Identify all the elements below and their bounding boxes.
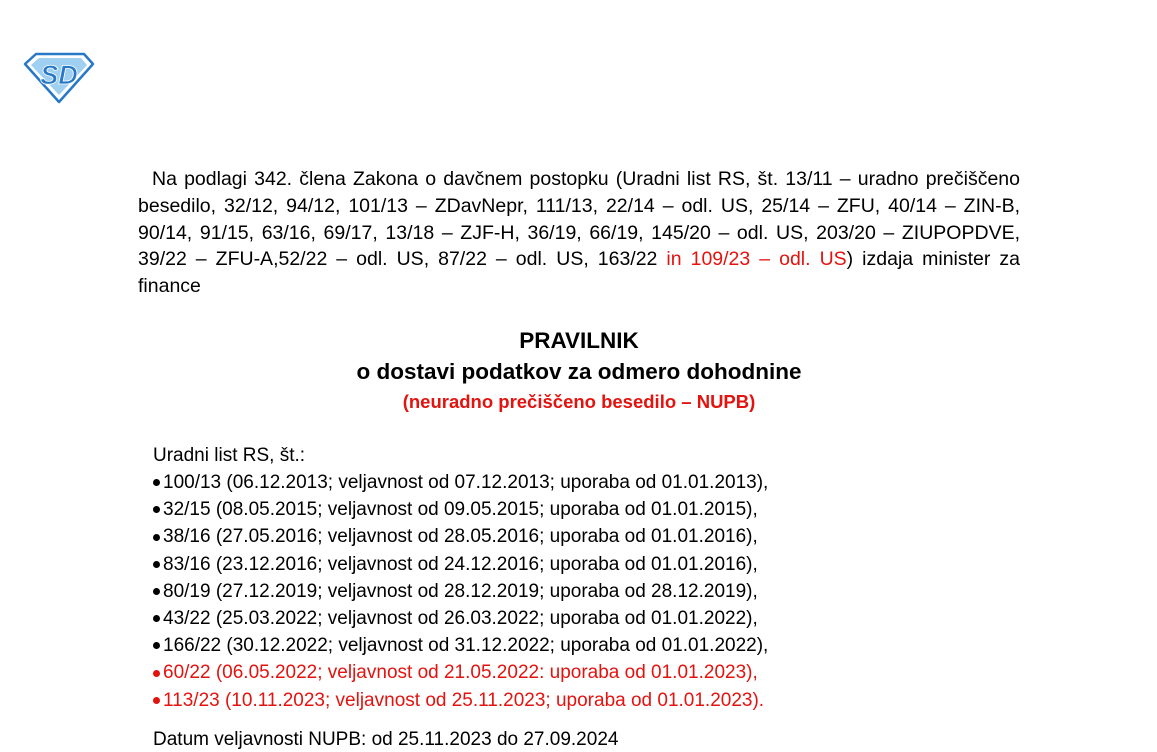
gazette-item-text: 113/23 (10.11.2023; veljavnost od 25.11.2023; uporaba od 01.01.2023). — [163, 689, 765, 711]
bullet-icon — [153, 615, 160, 622]
bullet-icon — [153, 670, 160, 677]
gazette-item — [148, 605, 768, 632]
gazette-item-text: 60/22 (06.05.2022; veljavnost od 21.05.2022: uporaba od 01.01.2023), — [163, 662, 758, 684]
document-subtitle: o dostavi podatkov za odmero dohodnine — [356, 359, 802, 384]
intro-text: Na podlagi 342. člena Zakona o davčnem postopku (Uradni list RS, št. 13/11 – uradno prečiščeno besedilo, 32/12, 94/12, 101/13 – ZDavNepr, 111/13, 22/14 – odl. US, 25/14 – ZFU, 40/14 – ZIN-B, 90/14, 91/15, 63/16, 69/17, 13/18 – ZJF-H, 36/19, 66/19, 145/20 – odl. US, 203/20 – ZIUPOPDVE, 39/22 – ZFU-A,52/22 – odl. US, 87/22 – odl. US, 163/22 — [138, 168, 1020, 271]
bullet-icon — [153, 534, 160, 541]
gazette-item — [148, 523, 768, 550]
gazette-item-text: 83/16 (23.12.2016; veljavnost od 24.12.2016; uporaba od 01.01.2016), — [163, 553, 758, 575]
gazette-item-text: 32/15 (08.05.2015; veljavnost od 09.05.2015; uporaba od 01.01.2015), — [163, 499, 758, 521]
gazette-label: Uradni list RS, št.: — [153, 445, 306, 466]
gazette-item — [148, 469, 768, 496]
gazette-item — [148, 687, 768, 714]
bullet-icon — [153, 697, 160, 704]
bullet-icon — [153, 561, 160, 568]
title-block — [138, 326, 1020, 416]
validity-date: Datum veljavnosti NUPB: od 25.11.2023 do 27.09.2024 — [153, 729, 619, 750]
gazette-item — [148, 632, 768, 659]
gazette-list — [148, 469, 768, 714]
gazette-item-text: 43/22 (25.03.2022; veljavnost od 26.03.2022; uporaba od 01.01.2022), — [163, 608, 758, 630]
logo-text: SD — [40, 60, 78, 90]
gazette-item — [148, 551, 768, 578]
intro-ending: ) izdaja minister za finance — [138, 248, 1021, 298]
gazette-item-text: 80/19 (27.12.2019; veljavnost od 28.12.2019; uporaba od 28.12.2019), — [163, 580, 758, 602]
gazette-item-text: 100/13 (06.12.2013; veljavnost od 07.12.2013; uporaba od 01.01.2013), — [163, 472, 769, 493]
bullet-icon — [153, 588, 160, 595]
gazette-item-text: 166/22 (30.12.2022; veljavnost od 31.12.2022; uporaba od 01.01.2022), — [163, 635, 769, 657]
bullet-icon — [153, 479, 160, 486]
nupb-note: (neuradno prečiščeno besedilo – NUPB) — [402, 391, 756, 412]
gazette-item — [148, 578, 768, 605]
sd-shield-logo-icon — [22, 50, 96, 104]
gazette-item — [148, 659, 768, 686]
bullet-icon — [153, 642, 160, 649]
document-title: PRAVILNIK — [519, 328, 639, 353]
gazette-item-text: 38/16 (27.05.2016; veljavnost od 28.05.2016; uporaba od 01.01.2016), — [163, 526, 758, 548]
bullet-icon — [153, 506, 160, 513]
intro-amendment: in 109/23 – odl. US — [666, 248, 847, 271]
gazette-item — [148, 496, 768, 523]
intro-paragraph — [138, 166, 1020, 300]
